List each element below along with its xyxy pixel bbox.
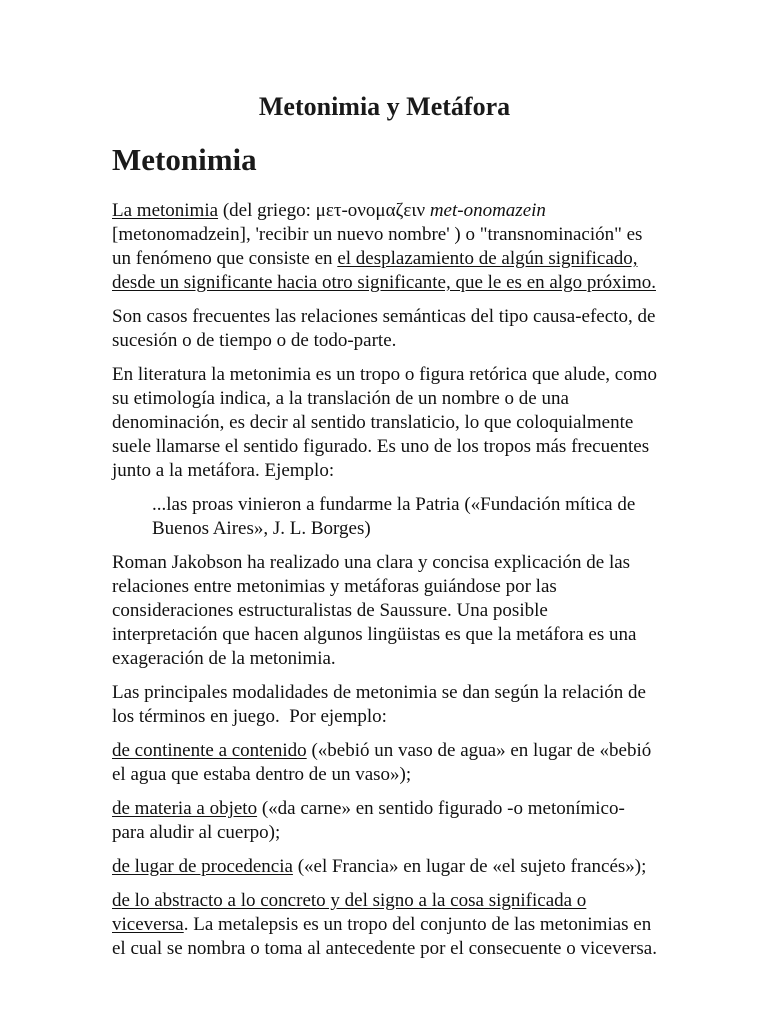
underlined-definition: el desplazamiento de algún significado, desde un significante hacia otro significante, que le es en algo próximo. (112, 248, 656, 293)
underlined-term-continente: de continente a contenido (112, 740, 307, 761)
italic-transliteration: met-onomazein (429, 200, 546, 221)
paragraph-materia-a-objeto (112, 797, 657, 845)
paragraph-en-literatura: En literatura la metonimia es un tropo o figura retórica que alude, como su etimología indica, a la translación de un nombre o de una denominación, es decir al sentido translaticio, lo que coloquialmente suele llamarse el sentido figurado. Es uno de los tropos más frecuentes junto a la metáfora. Ejemplo: (112, 364, 657, 481)
underlined-term-la-metonimia: La metonimia (112, 200, 219, 221)
paragraph-casos-frecuentes: Son casos frecuentes las relaciones semánticas del tipo causa-efecto, de sucesión o de tiempo o de todo-parte. (112, 306, 656, 351)
text-run: («bebió un vaso de agua» en lugar de «bebió el agua que estaba dentro de un vaso»); (112, 740, 652, 785)
section-heading-metonimia: Metonimia (112, 142, 257, 177)
text-run: (del griego: μετ-ονομαζειν (218, 200, 430, 221)
text-run: («el Francia» en lugar de «el sujeto francés»); (292, 856, 647, 877)
text-run: («da carne» en sentido figurado -o metonímico- para aludir al cuerpo); (112, 798, 625, 843)
underlined-term-materia: de materia a objeto (112, 798, 258, 819)
paragraph-lugar-de-procedencia (112, 855, 657, 879)
quote-borges: ...las proas vinieron a fundarme la Patria («Fundación mítica de Buenos Aires», J. L. Borges) (152, 494, 636, 539)
text-run: [metonomadzein], 'recibir un nuevo nombre' ) o "transnominación" es un fenómeno que consiste en (112, 224, 643, 269)
paragraph-principales-modalidades: Las principales modalidades de metonimia se dan según la relación de los términos en juego. Por ejemplo: (112, 682, 646, 727)
underlined-term-lugar: de lugar de procedencia (112, 856, 293, 877)
underlined-term-abstracto: de lo abstracto a lo concreto y del signo a la cosa significada o viceversa (112, 890, 587, 935)
paragraph-roman-jakobson: Roman Jakobson ha realizado una clara y concisa explicación de las relaciones entre metonimias y metáforas guiándose por las consideraciones estructuralistas de Saussure. Una posible interpretación que hacen algunos lingüistas es que la metáfora es una exageración de la metonimia. (112, 552, 637, 669)
document-title: Metonimia y Metáfora (258, 92, 511, 121)
paragraph-definition (112, 199, 657, 295)
paragraph-continente-a-contenido (112, 739, 657, 787)
paragraph-abstracto-a-concreto (112, 889, 657, 961)
text-run: . La metalepsis es un tropo del conjunto de las metonimias en el cual se nombra o toma al antecedente por el consecuente o viceversa. (112, 914, 657, 959)
